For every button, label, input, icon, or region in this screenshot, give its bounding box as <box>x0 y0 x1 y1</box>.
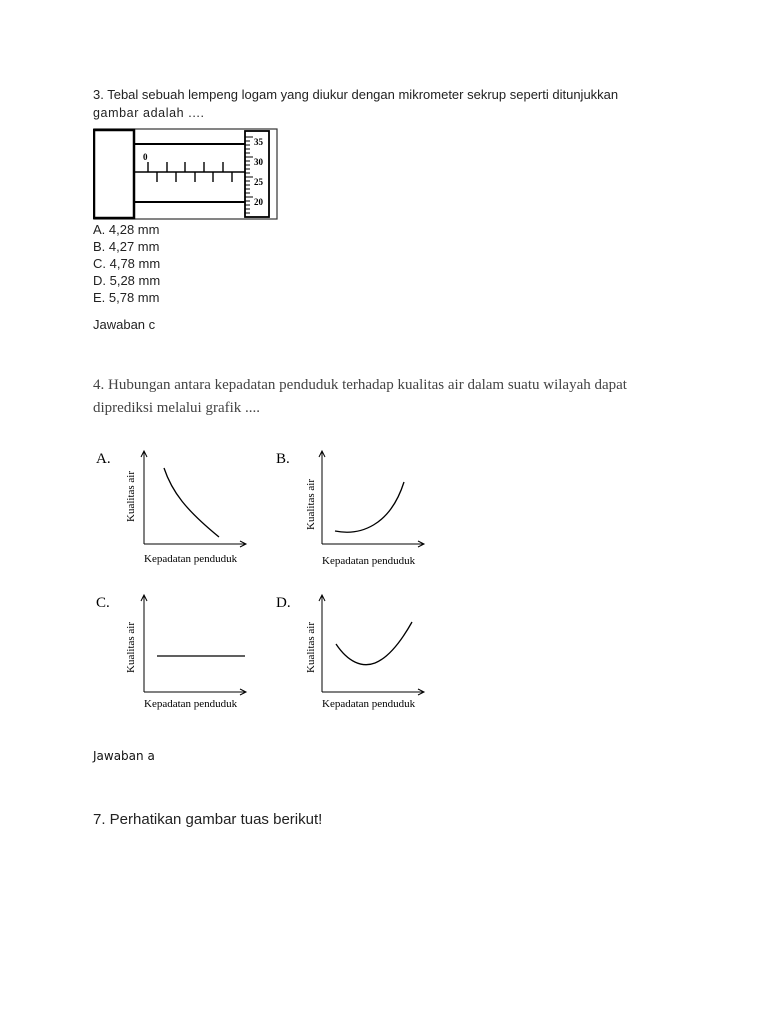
thimble-label-35: 35 <box>254 137 263 147</box>
graph-d-ylabel: Kualitas air <box>305 621 317 673</box>
graph-a-label: A. <box>96 451 111 467</box>
thimble-label-25: 25 <box>254 177 263 187</box>
question-3-answer: Jawaban c <box>93 317 156 332</box>
graph-c-ylabel: Kualitas air <box>125 621 137 673</box>
option-b: B. 4,27 mm <box>93 239 160 254</box>
graph-d-label: D. <box>276 595 291 611</box>
graph-b-curve <box>335 482 404 532</box>
option-a: A. 4,28 mm <box>93 222 160 237</box>
graph-d-xlabel: Kepadatan penduduk <box>322 698 416 710</box>
question-4-line-2: diprediksi melalui grafik .... <box>93 400 261 416</box>
graph-b-label: B. <box>276 451 290 467</box>
graph-a-xlabel: Kepadatan penduduk <box>144 553 238 565</box>
graph-b-xlabel: Kepadatan penduduk <box>322 555 416 567</box>
graph-b-ylabel: Kualitas air <box>305 478 317 530</box>
option-c: C. 4,78 mm <box>93 256 161 271</box>
question-4-line-1: 4. Hubungan antara kepadatan penduduk terhadap kualitas air dalam suatu wilayah dapat <box>93 377 627 393</box>
graph-a-curve <box>164 468 219 537</box>
question-3-text <box>93 86 693 122</box>
thimble-label-30: 30 <box>254 157 263 167</box>
question-4-answer: Jawaban a <box>93 749 155 763</box>
graph-d-curve <box>336 622 412 665</box>
graph-b <box>276 451 424 567</box>
question-3-options <box>93 221 160 306</box>
question-3-line-2: gambar adalah .... <box>93 106 205 120</box>
graph-c-label: C. <box>96 595 110 611</box>
question-3-line-1: 3. Tebal sebuah lempeng logam yang diukur dengan mikrometer sekrup seperti ditunjukkan <box>93 87 619 102</box>
option-d: D. 5,28 mm <box>93 273 161 288</box>
question-7-text: 7. Perhatikan gambar tuas berikut! <box>93 811 323 828</box>
graph-a-ylabel: Kualitas air <box>125 470 137 522</box>
micrometer-figure <box>93 128 278 220</box>
anvil <box>94 130 134 218</box>
sleeve-zero-label: 0 <box>143 152 148 162</box>
graphs-figure <box>90 440 450 720</box>
graph-c-xlabel: Kepadatan penduduk <box>144 698 238 710</box>
graph-c <box>96 595 246 710</box>
graph-d <box>276 595 424 710</box>
option-e: E. 5,78 mm <box>93 290 160 305</box>
question-4-text <box>93 374 693 420</box>
graph-a <box>96 451 246 565</box>
thimble-label-20: 20 <box>254 197 263 207</box>
